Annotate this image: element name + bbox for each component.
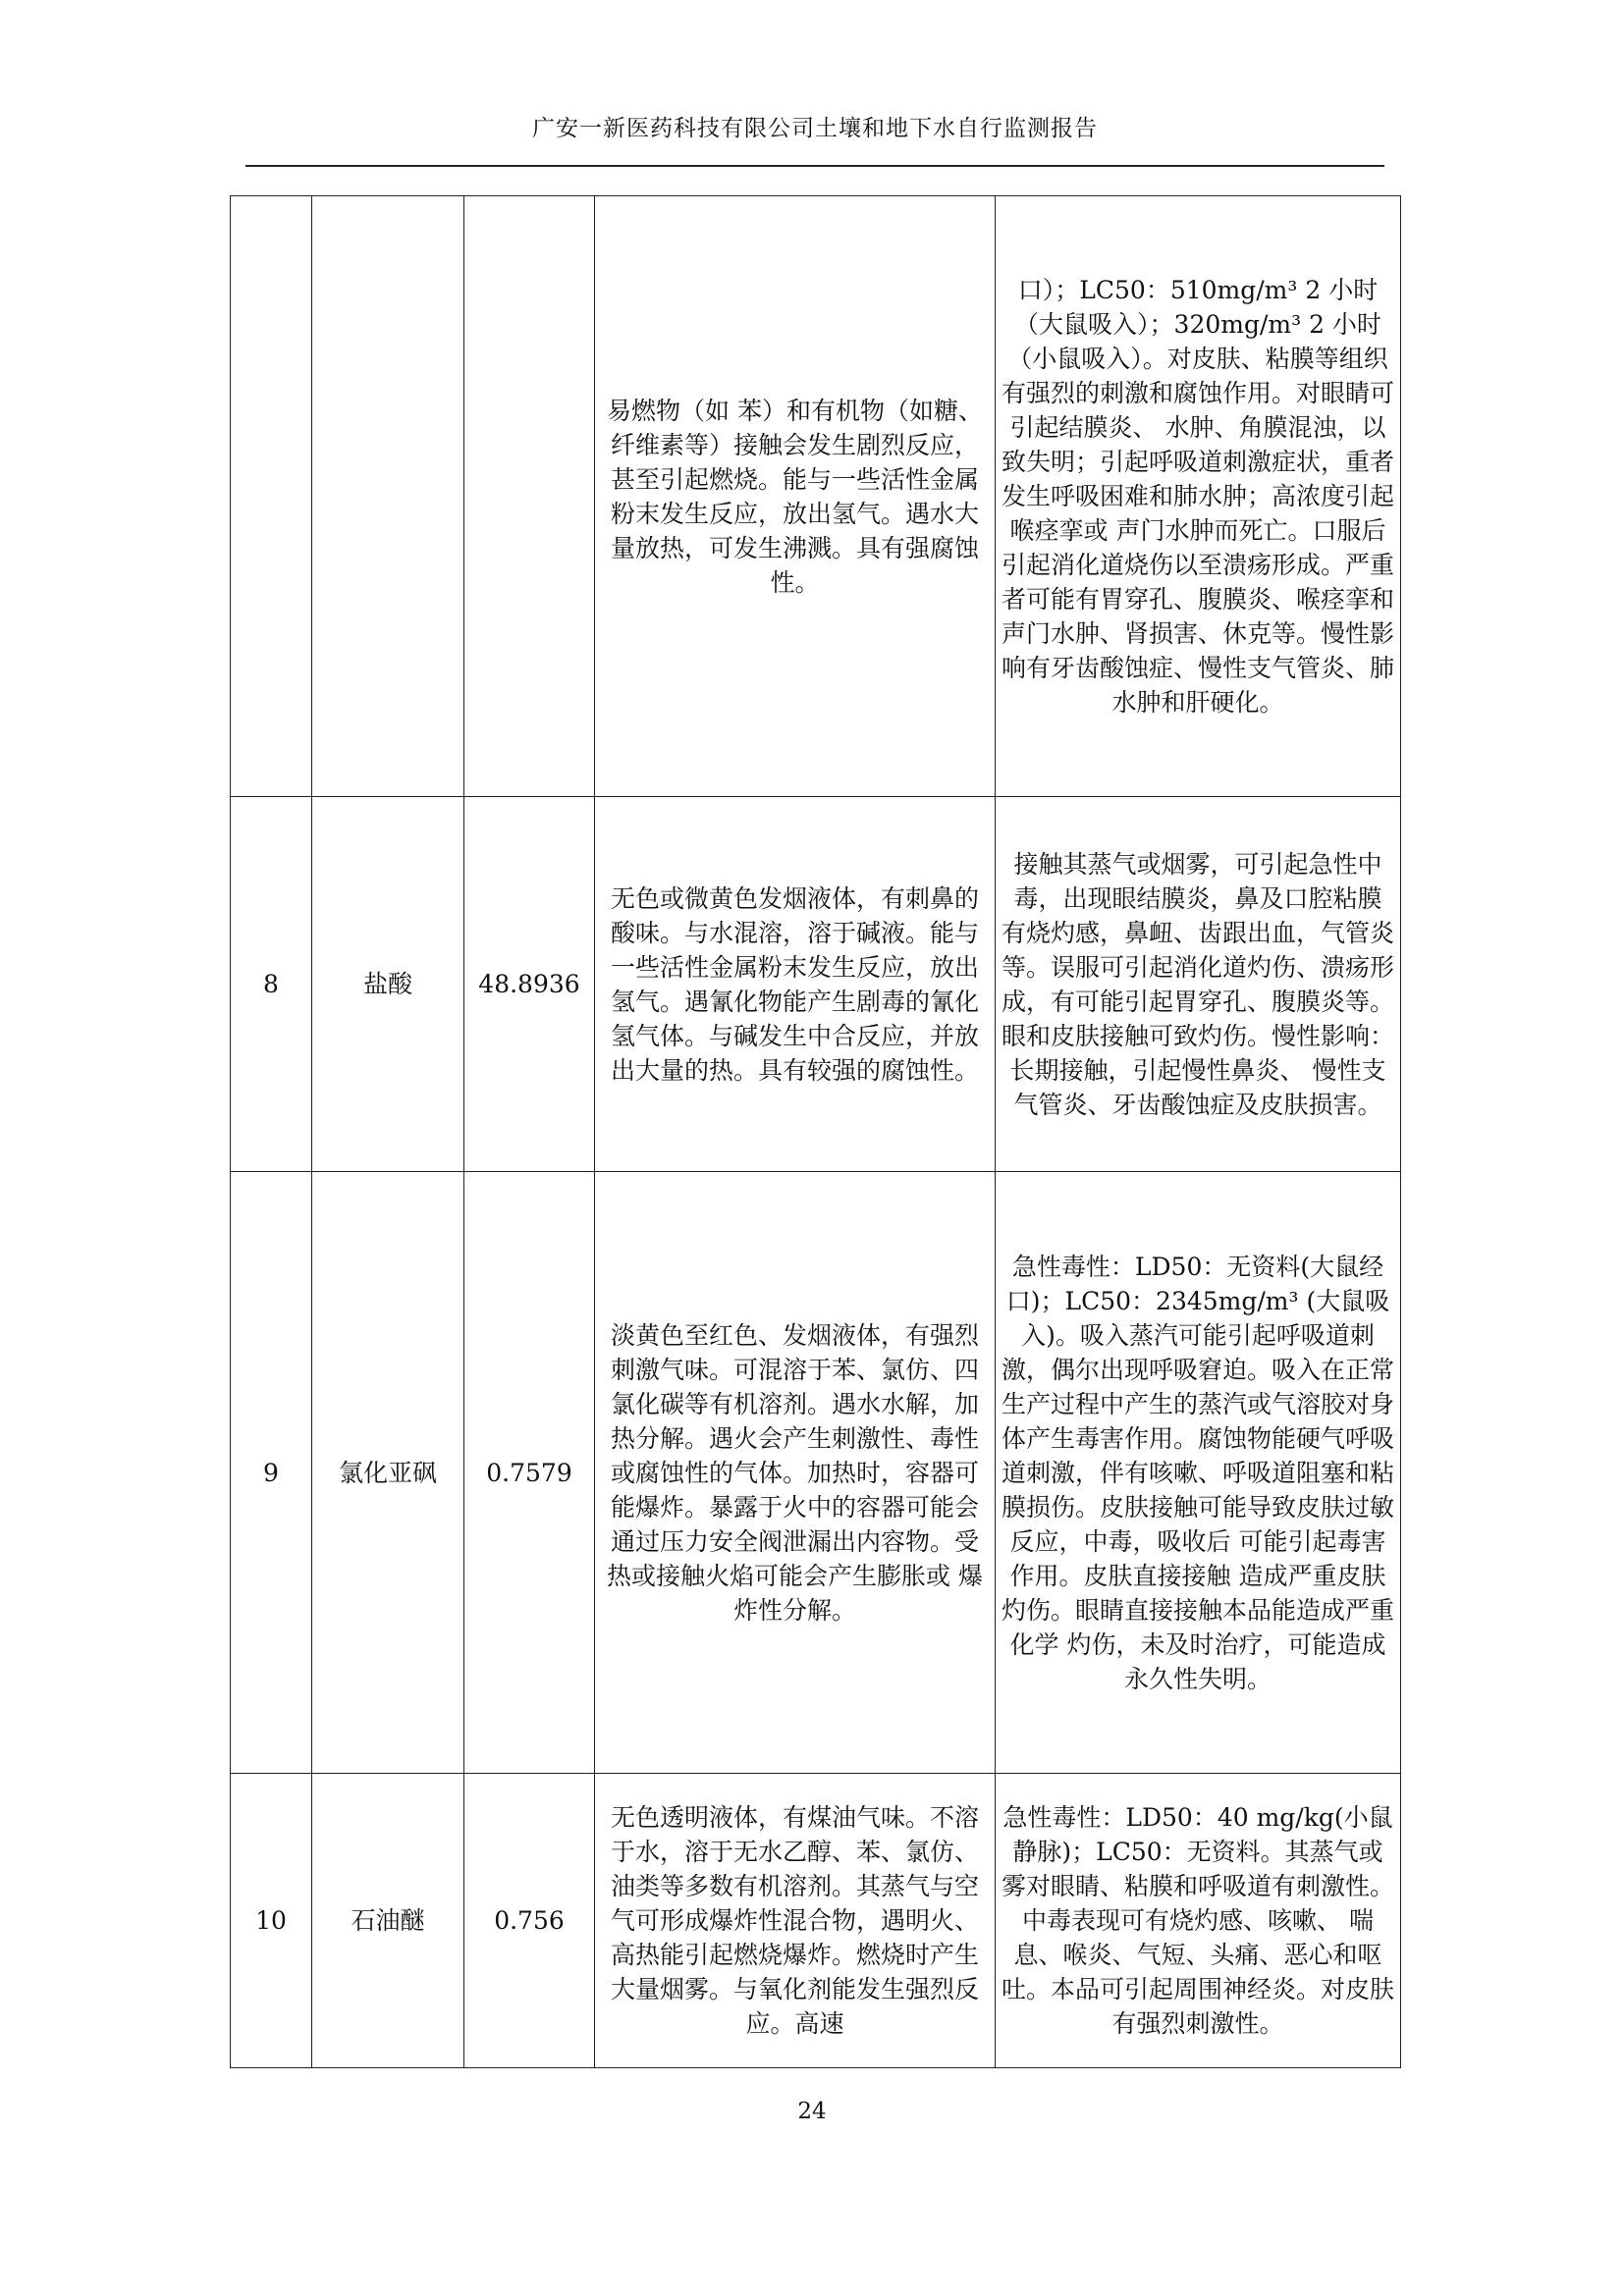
chemical-table [230, 195, 1401, 2068]
table-row [231, 1774, 1401, 2068]
chemical-amount: 0.7579 [464, 1172, 595, 1774]
chemical-name: 石油醚 [312, 1774, 464, 2068]
chemical-toxicity: 接触其蒸气或烟雾，可引起急性中毒，出现眼结膜炎，鼻及口腔粘膜 有烧灼感，鼻衄、齿跟出血，气管炎等。误服可引起消化道灼伤、溃疡形成，有可能引起胃穿孔、腹膜炎等。眼和皮肤接触可致灼伤。慢性影响：长期接触，引起慢性鼻炎、 慢性支气管炎、牙齿酸蚀症及皮肤损害。 [996, 797, 1401, 1172]
row-number: 8 [231, 797, 312, 1172]
row-number: 10 [231, 1774, 312, 2068]
chemical-toxicity: 口）；LC50：510mg/m³ 2 小时（大鼠吸入）；320mg/m³ 2 小时（小鼠吸入）。对皮肤、粘膜等组织有强烈的刺激和腐蚀作用。对眼睛可引起结膜炎、 水肿、角膜混浊，以致失明；引起呼吸道刺激症状，重者发生呼吸困难和肺水肿；高浓度引起喉痉挛或 声门水肿而死亡。口服后引起消化道烧伤以至溃疡形成。严重者可能有胃穿孔、腹膜炎、喉痉挛和声门水肿、肾损害、休克等。慢性影响有牙齿酸蚀症、慢性支气管炎、肺水肿和肝硬化。 [996, 196, 1401, 797]
chemical-properties: 无色或微黄色发烟液体，有刺鼻的酸味。与水混溶，溶于碱液。能与一些活性金属粉末发生反应，放出氢气。遇氰化物能产生剧毒的氰化氢气体。与碱发生中合反应，并放出大量的热。具有较强的腐蚀性。 [595, 797, 996, 1172]
chemical-properties: 无色透明液体，有煤油气味。不溶于水，溶于无水乙醇、苯、氯仿、 油类等多数有机溶剂。其蒸气与空 气可形成爆炸性混合物，遇明火、 高热能引起燃烧爆炸。燃烧时产生大量烟雾。与氧化剂能发生强烈反应。高速 [595, 1774, 996, 2068]
chemical-toxicity: 急性毒性：LD50：40 mg/kg(小鼠 静脉)；LC50：无资料。其蒸气或雾对眼睛、粘膜和呼吸道有刺激性。中毒表现可有烧灼感、咳嗽、 喘息、喉炎、气短、头痛、恶心和呕吐。本品可引起周围神经炎。对皮肤有强烈刺激性。 [996, 1774, 1401, 2068]
chemical-name [312, 196, 464, 797]
chemical-amount: 48.8936 [464, 797, 595, 1172]
chemical-name: 盐酸 [312, 797, 464, 1172]
chemical-properties: 淡黄色至红色、发烟液体，有强烈刺激气味。可混溶于苯、氯仿、四氯化碳等有机溶剂。遇水水解，加热分解。遇火会产生刺激性、毒性或腐蚀性的气体。加热时，容器可能爆炸。暴露于火中的容器可能会通过压力安全阀泄漏出内容物。受热或接触火焰可能会产生膨胀或 爆炸性分解。 [595, 1172, 996, 1774]
table-row [231, 196, 1401, 797]
page-header: 广安一新医药科技有限公司土壤和地下水自行监测报告 [532, 116, 1098, 141]
chemical-properties: 易燃物（如 苯）和有机物（如糖、纤维素等）接触会发生剧烈反应，甚至引起燃烧。能与一些活性金属粉末发生反应，放出氢气。遇水大量放热，可发生沸溅。具有强腐蚀性。 [595, 196, 996, 797]
header-rule [245, 165, 1384, 167]
chemical-amount: 0.756 [464, 1774, 595, 2068]
row-number [231, 196, 312, 797]
row-number: 9 [231, 1172, 312, 1774]
chemical-amount [464, 196, 595, 797]
table-row [231, 797, 1401, 1172]
chemical-toxicity: 急性毒性：LD50：无资料(大鼠经口)；LC50：2345mg/m³ (大鼠吸入)。吸入蒸汽可能引起呼吸道刺 激，偶尔出现呼吸窘迫。吸入在正常生产过程中产生的蒸汽或气溶胶对身体产生毒害作用。腐蚀物能硬气呼吸道刺激，伴有咳嗽、呼吸道阻塞和粘膜损伤。皮肤接触可能导致皮肤过敏反应，中毒，吸收后 可能引起毒害作用。皮肤直接接触 造成严重皮肤灼伤。眼睛直接接触本品能造成严重化学 灼伤，未及时治疗，可能造成永久性失明。 [996, 1172, 1401, 1774]
chemical-name: 氯化亚砜 [312, 1172, 464, 1774]
table-row [231, 1172, 1401, 1774]
page-number: 24 [797, 2099, 827, 2124]
